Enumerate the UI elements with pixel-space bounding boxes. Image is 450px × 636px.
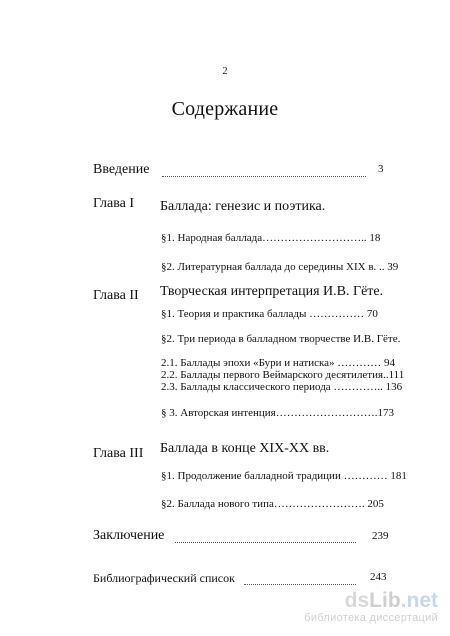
toc-chapter3-section1: §1. Продолжение балладной традиции ………… 181 (161, 470, 407, 482)
toc-chapter1-section2: §2. Литературная баллада до середины XIX в. .. 39 (161, 261, 399, 273)
toc-conclusion-page: 239 (372, 530, 389, 542)
toc-chapter3-heading: Баллада в конце XIX-XX вв. (160, 441, 330, 456)
toc-intro-label: Введение (93, 162, 150, 177)
logo-lib: Lib (369, 589, 401, 612)
watermark-tagline: библиотека диссертаций (304, 612, 438, 624)
toc-chapter2-subsection-2-3: 2.3. Баллады классического периода ………….. 136 (161, 381, 403, 393)
page-number: 2 (222, 66, 228, 77)
toc-chapter2-section2: §2. Три периода в балладном творчестве И.В. Гёте. (161, 333, 401, 345)
toc-bibliography-page: 243 (370, 571, 387, 583)
toc-chapter2-section3: § 3. Авторская интенция……………………….173 (161, 407, 394, 419)
toc-conclusion-leader (175, 542, 356, 543)
toc-chapter1-heading: Баллада: генезис и поэтика. (160, 199, 326, 214)
toc-chapter2-section1: §1. Теория и практика баллады …………… 70 (161, 308, 378, 320)
toc-intro-leader (162, 176, 366, 177)
toc-bibliography-label: Библиографический список (93, 571, 235, 585)
toc-conclusion-label: Заключение (93, 528, 165, 543)
toc-chapter1-label: Глава I (93, 196, 135, 211)
logo-ds: ds (344, 589, 370, 612)
toc-chapter3-label: Глава III (93, 446, 144, 461)
toc-chapter2-subsection-2-2: 2.2. Баллады первого Веймарского десятилетия..111 (161, 369, 405, 381)
toc-chapter2-label: Глава II (93, 288, 139, 303)
page-title: Содержание (171, 98, 279, 120)
dslib-logo (304, 590, 438, 612)
toc-chapter3-section2: §2. Баллада нового типа……………………. 205 (161, 498, 384, 510)
toc-intro-page: 3 (378, 163, 384, 175)
toc-bibliography-leader (244, 584, 356, 585)
toc-chapter2-subsection-2-1: 2.1. Баллады эпохи «Бури и натиска» ………… 94 (161, 357, 396, 369)
toc-chapter2-heading: Творческая интерпретация И.В. Гёте. (160, 284, 384, 299)
dslib-watermark (304, 590, 438, 624)
toc-chapter1-section1: §1. Народная баллада……………………….. 18 (161, 232, 381, 244)
logo-net: .net (400, 589, 438, 612)
